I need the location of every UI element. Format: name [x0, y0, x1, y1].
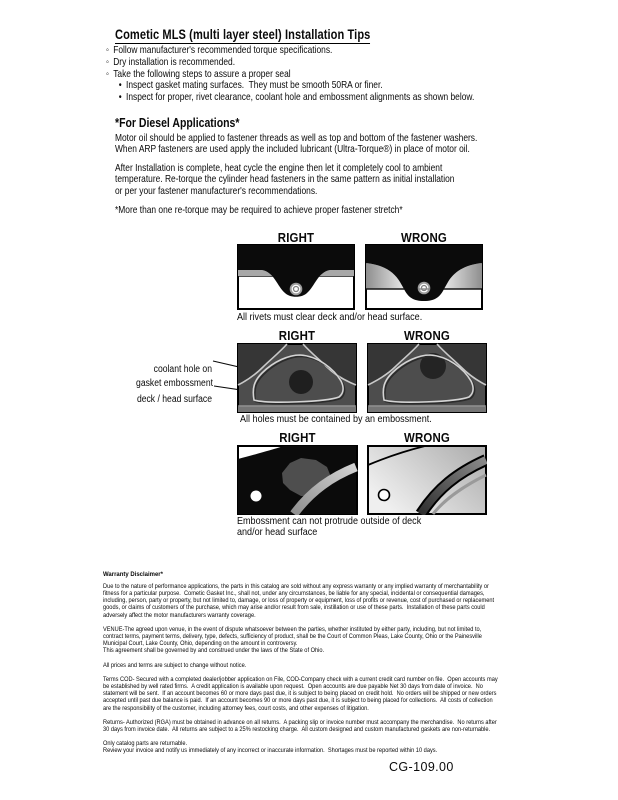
paragraph-line: Motor oil should be applied to fastener threads as well as top and bottom of the fastener washers. [115, 132, 478, 144]
fine-print-line: Municipal Court, Lake County, Ohio, depending on the amount in controversy. [103, 640, 298, 648]
figure-caption: All rivets must clear deck and/or head surface. [237, 311, 423, 323]
warranty-paragraph [103, 583, 583, 619]
tip-text: Follow manufacturer's recommended torque specifications. [113, 44, 333, 56]
page-title: Cometic MLS (multi layer steel) Installation Tips [115, 27, 371, 42]
fine-print-line: fitness for a particular purpose. Cometic Gasket Inc., shall not, under any circumstances, be liable for any special, incidental or consequential damages, [103, 589, 485, 597]
fine-print-line: contract terms, payment terms, delivery, type, defects, sufficiency of product, shall be the Court of Common Pleas, Lake County, Ohio or the Painesville [103, 632, 482, 640]
dot-bullet-icon: • [118, 91, 122, 104]
figure-caption [237, 516, 451, 538]
open-bullet-icon: ◦ [106, 67, 109, 80]
warranty-paragraph [103, 626, 583, 655]
warranty-paragraph [103, 662, 583, 669]
fine-print-line: Returns- Authorized (RGA) must be obtained in advance on all returns. A packing slip or invoice number must accompany the merchandise. No returns after [103, 718, 497, 726]
fine-print-line: including, person, party or property, but not limited to, damage, or loss of property or equipment, loss of profits or revenue, cost of purchased or replacement [103, 597, 495, 605]
warranty-disclaimer [103, 571, 583, 755]
diesel-heading: *For Diesel Applications* [115, 116, 240, 130]
annotation-gasket-embossment: gasket embossment [136, 378, 213, 389]
fine-print-line: All prices and terms are subject to change without notice. [103, 661, 247, 669]
open-bullet-icon: ◦ [106, 55, 109, 68]
right-label: RIGHT [278, 328, 316, 343]
caption-line: Embossment can not protrude outside of deck [237, 515, 422, 527]
protrusion-right-diagram [237, 445, 358, 515]
tip-text: Inspect gasket mating surfaces. They must be smooth 50RA or finer. [126, 79, 383, 92]
protrusion-wrong-diagram [367, 445, 487, 515]
fine-print-line: accepted until past due balance is paid. If an account becomes 90 or more days past due, it is subject to being placed for collections. All costs of collection [103, 697, 493, 705]
rivet-right-diagram [237, 244, 355, 310]
paragraph-line: or per your fastener manufacturer's recommendations. [115, 184, 318, 197]
fine-print-line: Review your invoice and notify us immediately of any incorrect or inaccurate information. Shortages must be reported within 10 days. [103, 747, 438, 755]
wrong-label: WRONG [403, 430, 451, 445]
tips-list [106, 45, 566, 104]
paragraph-line: temperature. Re-torque the cylinder head fasteners in the same pattern as initial installation [115, 173, 455, 186]
paragraph-line: When ARP fasteners are used apply the included lubricant (Ultra-Torque®) in place of motor oil. [115, 143, 470, 156]
list-item [106, 92, 474, 104]
fine-print-line: are the responsibility of the customer, including attorney fees, court costs, and other expenses of litigation. [103, 704, 369, 712]
fine-print-line: Due to the nature of performance applications, the parts in this catalog are sold without any express warranty or any implied warranty of merchantability or [103, 582, 489, 590]
right-label: RIGHT [279, 430, 316, 445]
annotation-line: coolant hole on [153, 364, 212, 375]
fine-print-line: Only catalog parts are returnable. [103, 740, 188, 748]
caption-line: and/or head surface [237, 526, 318, 538]
diesel-paragraph-1 [115, 133, 568, 156]
right-label: RIGHT [277, 230, 315, 245]
fine-print-line: 30 days from invoice date. All returns are subject to a 25% restocking charge. All custom designed and custom manufactured gaskets are non-returnable. [103, 725, 491, 733]
tip-text: Take the following steps to assure a proper seal [113, 67, 291, 80]
bolt-hole-icon [379, 490, 390, 501]
dot-bullet-icon: • [118, 79, 122, 92]
wrong-label: WRONG [403, 328, 451, 343]
figure-caption: All holes must be contained by an embossment. [240, 413, 432, 425]
containment-wrong-diagram [367, 343, 487, 413]
tip-text: Dry installation is recommended. [113, 55, 236, 68]
retorque-note: *More than one re-torque may be required to achieve proper fastener stretch* [115, 204, 403, 216]
wrong-label: WRONG [400, 230, 448, 245]
bolt-hole-icon [251, 491, 262, 502]
fine-print-line: Terms COD- Secured with a completed dealer/jobber application on File, COD-Company check with a current credit card number on file. Open accounts may [103, 675, 498, 683]
warranty-paragraph [103, 719, 583, 733]
warranty-heading: Warranty Disclaimer* [103, 571, 163, 578]
warranty-paragraph [103, 676, 583, 712]
rivet-wrong-diagram [365, 244, 483, 310]
open-bullet-icon: ◦ [106, 44, 109, 56]
annotation-line: deck / head surface [136, 394, 212, 405]
paragraph-line: After Installation is complete, heat cycle the engine then let it completely cool to ambient [115, 162, 443, 174]
warranty-paragraph [103, 740, 583, 754]
fine-print-line: This agreement shall be governed by and construed under the laws of the State of Ohio. [103, 647, 325, 655]
tip-text: Inspect for proper, rivet clearance, coolant hole and embossment alignments as shown below. [126, 91, 475, 104]
containment-right-diagram [237, 343, 357, 413]
fine-print-line: VENUE-The agreed upon venue, in the event of dispute whatsoever between the parties, whether instituted by either party, including, but not limited to, [103, 625, 482, 633]
catalog-code: CG-109.00 [389, 760, 454, 774]
diesel-paragraph-2 [115, 163, 539, 197]
fine-print-line: goods, or claims of customers of the purchase, which may arise and/or result from sale, instillation or use of these parts. Installation of these parts could [103, 604, 485, 612]
fine-print-line: be established by well rated firms. A credit application is available upon request. Open accounts are due payable Net 30 days from date of invoice. No [103, 682, 483, 690]
coolant-hole-icon [289, 370, 313, 394]
fine-print-line: statement will be sent. If an account becomes 60 or more days past due, it is subject to being placed on credit hold. No orders will be shipped or new orders [103, 690, 497, 698]
fine-print-line: adversely affect the motor manufacturers warranty coverage. [103, 611, 256, 619]
